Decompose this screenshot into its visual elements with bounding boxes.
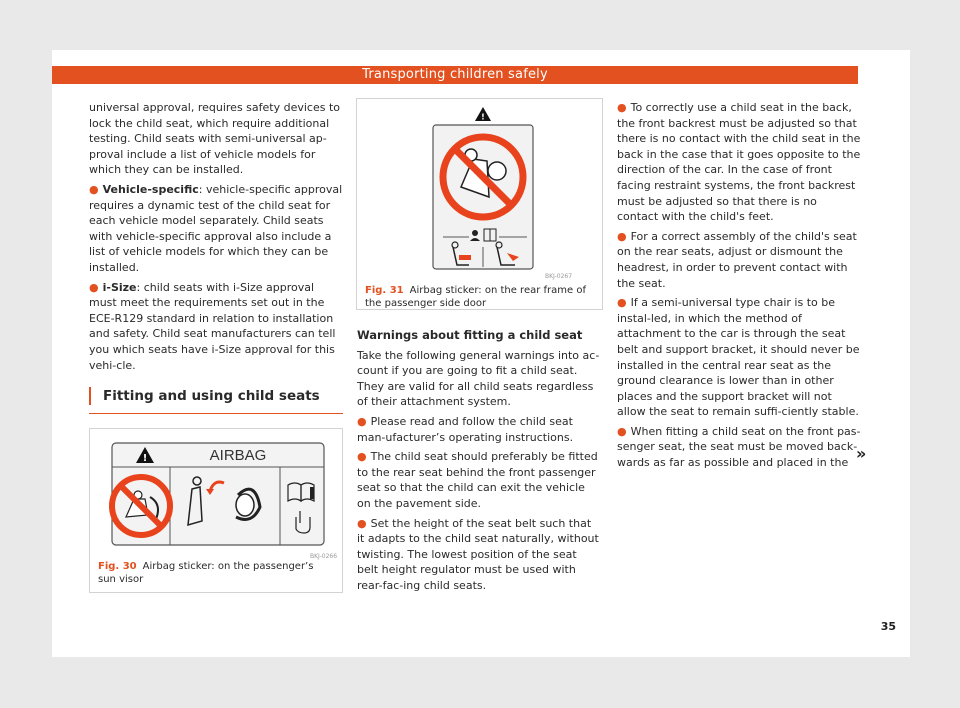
caption-text: Airbag sticker: on the passenger’s sun visor: [98, 561, 314, 585]
bullet-icon: ●: [357, 414, 367, 428]
item-text: When fitting a child seat on the front pas-senger seat, the seat must be moved back-wards as far as possible and placed in the: [617, 424, 861, 470]
figure-31: [356, 98, 603, 310]
section-heading: Fitting and using child seats: [89, 387, 343, 405]
warnings-subheading: Warnings about fitting a child seat: [357, 328, 583, 342]
svg-text:!: !: [142, 453, 148, 464]
chapter-header: Transporting children safely: [52, 66, 858, 84]
item-text: If a semi-universal type chair is to be instal-led, in which the method of attachment to the car is through the seat belt and support bracket, it should never be installed in the central rear seat as the ground clearance is lower than in other places and the support bracket will not allow the seat to remain suffi-ciently stable.: [617, 296, 860, 419]
figure-caption: [90, 561, 342, 586]
figure-30: [89, 428, 343, 593]
continue-mark: »: [856, 444, 867, 463]
item-text: Set the height of the seat belt such that it adapts to the child seat naturally, without twisting. The lowest position of the seat belt height regulator must be used with rear-fac-ing child seats.: [357, 516, 599, 592]
airbag-sticker-door: [357, 99, 602, 281]
item-text: To correctly use a child seat in the back, the front backrest must be adjusted so that there is no contact with the child seat in the back in the case that it goes opposite to the direction of the car. In the case of front facing restraint systems, the front backrest must be adjusted so that there is no contact with the child's feet.: [617, 101, 861, 224]
list-item: [617, 100, 861, 225]
bullet-icon: ●: [617, 229, 627, 243]
caption-text: Airbag sticker: on the rear frame of the passenger side door: [365, 285, 586, 309]
list-item: [357, 414, 601, 445]
figure-number: Fig. 31: [365, 285, 404, 296]
list-item: [89, 182, 343, 276]
bullet-icon: ●: [357, 516, 367, 530]
figure-caption: [357, 285, 602, 310]
column-left: [89, 100, 343, 414]
column-right: [617, 100, 861, 475]
list-item: [357, 516, 601, 594]
airbag-sticker-sunvisor: [90, 429, 342, 554]
svg-text:!: !: [481, 112, 485, 122]
term-i-size: i-Size: [102, 280, 137, 294]
list-item: [617, 229, 861, 291]
item-text: For a correct assembly of the child's seat on the rear seats, adjust or dismount the headrest, in order to prevent contact with the seat.: [617, 229, 857, 290]
bullet-icon: ●: [89, 280, 99, 294]
item-text: : vehicle-specific approval requires a dynamic test of the child seat for each vehicle model separately. Child seats with vehicle-specific approval also include a list of vehicle models for which they can be installed.: [89, 182, 343, 274]
column-middle: [357, 322, 601, 598]
item-text: Please read and follow the child seat man-ufacturer’s operating instructions.: [357, 414, 574, 444]
list-item: [617, 424, 861, 471]
heading-rule: [89, 413, 343, 414]
list-item: [89, 280, 343, 374]
page-number: 35: [880, 620, 896, 633]
figure-code: BKJ-0267: [545, 273, 573, 280]
warnings-intro: Take the following general warnings into ac-count if you are going to fit a child seat. They are valid for all child seats regardless of their attachment system.: [357, 348, 600, 409]
intro-paragraph: universal approval, requires safety devices to lock the child seat, which require additional testing. Child seats with semi-universal ap-proval include a list of vehicle models for which they can be installed.: [89, 101, 341, 177]
bullet-icon: ●: [617, 101, 627, 114]
bullet-icon: ●: [617, 296, 627, 310]
item-text: The child seat should preferably be fitted to the rear seat behind the front passenger seat so that the child can exit the vehicle on the pavement side.: [357, 450, 598, 510]
list-item: [617, 295, 861, 420]
bullet-icon: ●: [89, 182, 99, 196]
bullet-icon: ●: [357, 450, 367, 464]
term-vehicle-specific: Vehicle-specific: [102, 182, 199, 196]
list-item: [357, 449, 601, 511]
bullet-icon: ●: [617, 424, 627, 438]
figure-code: BKJ-0266: [310, 553, 338, 560]
item-text: : child seats with i-Size approval must meet the requirements set out in the ECE-R129 standard in relation to installation and safety. Child seat manufacturers can tell you which seats have i-Size approval for this vehi-cle.: [89, 280, 336, 372]
sticker-title: AIRBAG: [209, 447, 267, 464]
figure-number: Fig. 30: [98, 561, 137, 572]
